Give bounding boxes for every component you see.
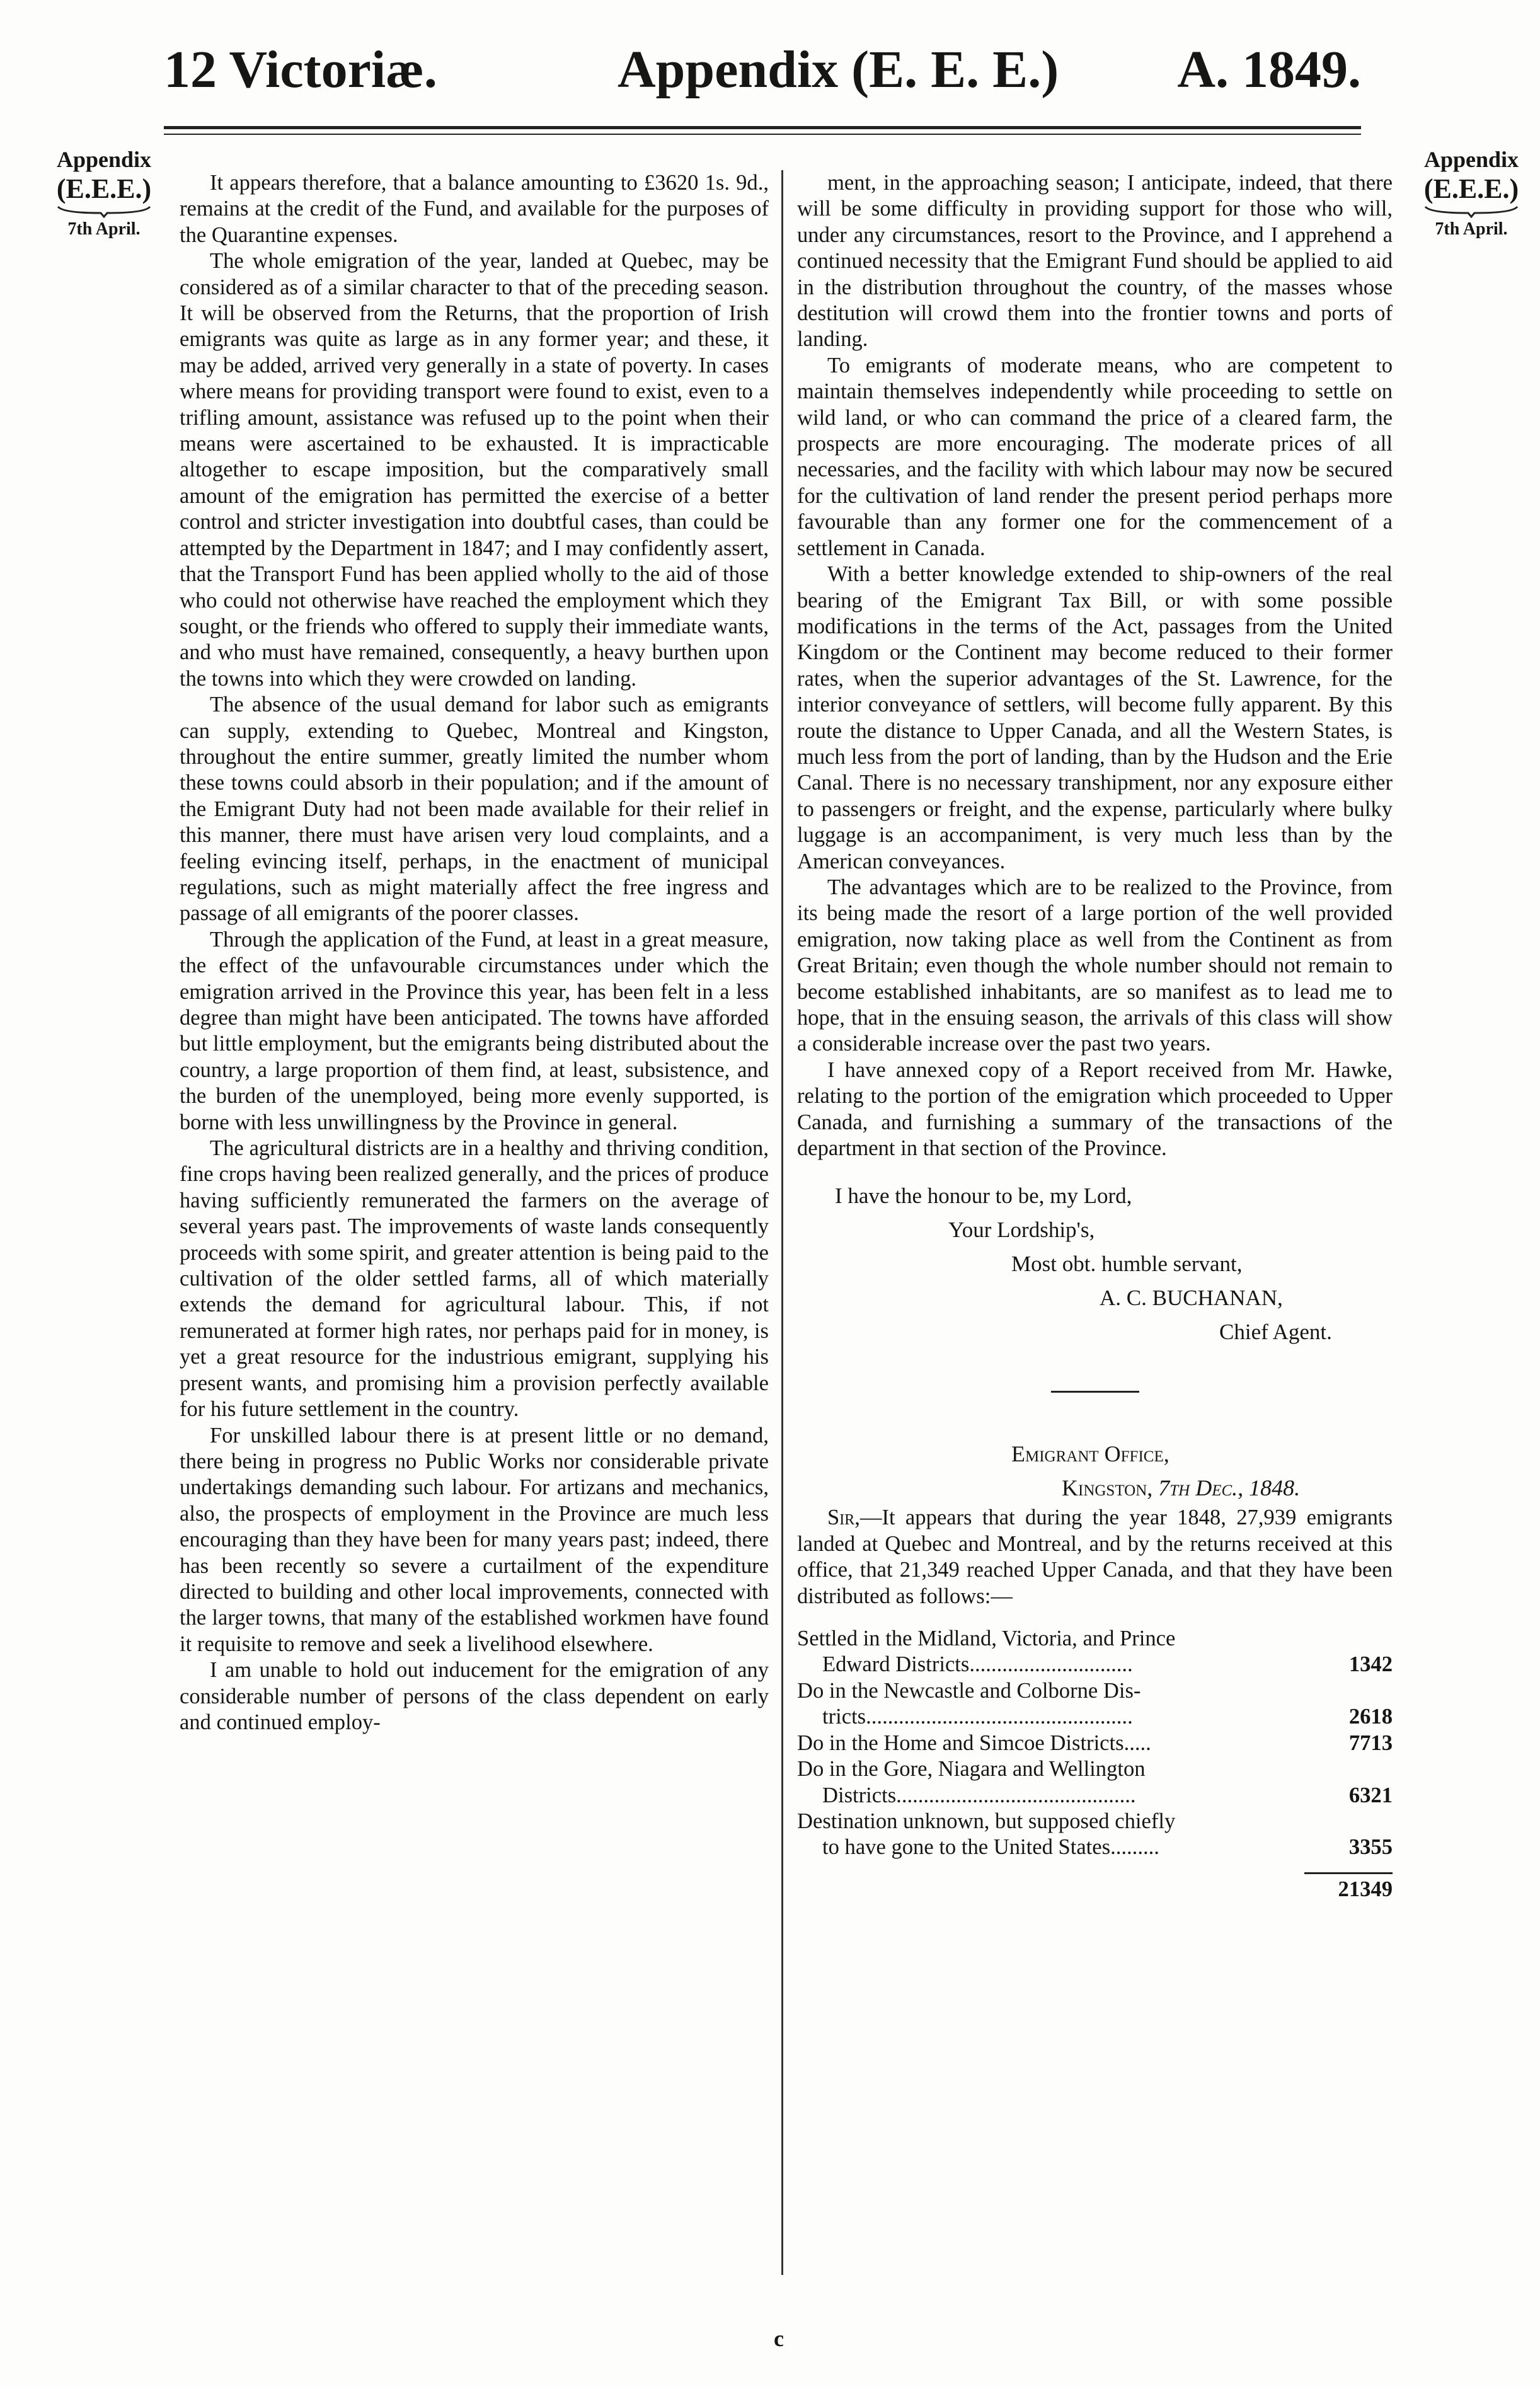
count: 3355 <box>1348 1835 1393 1860</box>
signatory-title: Chief Agent. <box>1219 1320 1332 1345</box>
table-row <box>797 1730 1393 1756</box>
paragraph: The whole emigration of the year, landed at Quebec, may be considered as of a similar character to that of the preceding season. It will be observed from the Returns, that the proportion of Irish emigrants was quite as large as in any former year; and these, it may be added, arrived very generally in a state of poverty. In cases where means for providing transport were found to exist, even to a trifling amount, assistance was refused up to the point when their means were ascertained to be exhausted. It is impracticable altogether to escape imposition, but the comparatively small amount of the emigration has permitted the exercise of a better control and stricter investigation into doubtful cases, than could be attempted by the Department in 1847; and I may confidently assert, that the Transport Fund has been applied wholly to the aid of those who could not otherwise have reached the employment which they sought, or the friends who offered to supply their immediate wants, and who must have remained, consequently, a heavy burthen upon the towns into which they were crowded on landing. <box>180 249 769 691</box>
header-left: 12 Victoriæ. <box>164 40 437 99</box>
office-date: 7th Dec., 1848. <box>1158 1475 1301 1501</box>
brace-icon <box>1424 205 1519 218</box>
running-head <box>164 39 1361 108</box>
location-line: to have gone to the United States......... <box>822 1835 1159 1860</box>
location <box>797 1730 1311 1756</box>
location <box>797 1678 1311 1730</box>
location-line: Do in the Home and Simcoe Districts..... <box>797 1730 1151 1755</box>
margin-note-date: 7th April. <box>1435 219 1508 239</box>
office-heading <box>797 1437 1393 1505</box>
office-place-date <box>797 1471 1393 1505</box>
paragraph: With a better knowledge extended to ship-owners of the real bearing of the Emigrant Tax Bill, or with some possible modifications in the terms of the Act, passages from the United Kingdom or the Continent may become reduced to their former rates, when the superior advantages of the St. Lawrence, for the interior conveyance of settlers, will become fully apparent. By this route the distance to Upper Canada, and all the Western States, is much less from the port of landing, than by the Hudson and the Erie Canal. There is no necessary transhipment, nor any exposure either to passengers or freight, and the expense, particularly where bulky luggage is an accompaniment, is very much less than by the American conveyances. <box>797 562 1393 873</box>
header-right: A. 1849. <box>1177 40 1361 99</box>
left-column <box>180 170 769 1736</box>
closing-line: I have the honour to be, my Lord, <box>835 1183 1132 1209</box>
letter-body: —It appears that during the year 1848, 27,939 emigrants landed at Quebec and Montreal, and by the returns received at this office, that 21,349 reached Upper Canada, and that they have been distributed as follows:— <box>797 1505 1393 1608</box>
paragraph: The advantages which are to be realized to the Province, from its being made the resort of a large portion of the well provided emigration, now taking place as well from the Continent as from Great Britain; even though the whole number should not remain to become established inhabitants, are so manifest as to lead me to hope, that in the ensuing season, the arrivals of this class will show a considerable increase over the past two years. <box>797 875 1393 1056</box>
count: 2618 <box>1348 1705 1393 1729</box>
distribution-table <box>797 1626 1393 1861</box>
location-line: Settled in the Midland, Victoria, and Prince <box>797 1626 1176 1651</box>
signatory-name: A. C. BUCHANAN, <box>1100 1286 1283 1311</box>
closing-line: Most obt. humble servant, <box>1011 1252 1243 1277</box>
margin-note-date: 7th April. <box>67 219 141 239</box>
paragraph: I have annexed copy of a Report received from Mr. Hawke, relating to the portion of the emigration which proceeded to Upper Canada, and furnishing a summary of the transactions of the department in that section of the Province. <box>797 1057 1393 1161</box>
paragraph: It appears therefore, that a balance amounting to £3620 1s. 9d., remains at the credit of the Fund, and available for the purposes of the Quarantine expenses. <box>180 171 769 247</box>
margin-note-eee: (E.E.E.) <box>56 173 152 204</box>
paragraph: ment, in the approaching season; I anticipate, indeed, that there will be some difficulty in providing support for those who will, under any circumstances, resort to the Province, and I apprehend a continued necessity that the Emigrant Fund should be applied to aid in the distribution throughout the country, of the masses whose destitution will crowd them into the frontier towns and ports of landing. <box>797 171 1393 352</box>
table-row <box>797 1678 1393 1730</box>
location <box>797 1626 1311 1678</box>
signature-mark: c <box>774 2326 784 2351</box>
paragraph: To emigrants of moderate means, who are competent to maintain themselves independently while proceeding to settle on wild land, or who can command the price of a cleared farm, the prospects are more encouraging. The moderate prices of all necessaries, and the facility with which labour may now be secured for the cultivation of land render the present period perhaps more favourable than any former one for the commencement of a settlement in Canada. <box>797 353 1393 560</box>
margin-note-right <box>1411 146 1531 241</box>
brace-icon <box>57 205 151 218</box>
header-center: Appendix (E. E. E.) <box>618 40 1059 99</box>
location <box>797 1756 1311 1809</box>
count: 6321 <box>1348 1783 1393 1807</box>
paragraph: I am unable to hold out inducement for the emigration of any considerable number of persons of the class dependent on early and continued employ- <box>180 1658 769 1734</box>
office-name: Emigrant Office, <box>1011 1441 1169 1467</box>
count: 7713 <box>1348 1730 1393 1755</box>
table-row <box>797 1809 1393 1861</box>
location-line: Do in the Gore, Niagara and Wellington <box>797 1757 1146 1782</box>
closing-line: Your Lordship's, <box>948 1218 1095 1243</box>
paragraph: The agricultural districts are in a healthy and thriving condition, fine crops having been realized generally, and the prices of produce having sufficiently remunerated the farmers on the average of several years past. The improvements of waste lands consequently proceeds with some spirit, and greater attention is being paid to the cultivation of the older settled farms, all of which materially extends the demand for agricultural labour. This, if not remunerated at former high rates, nor perhaps paid for in money, is yet a great resource for the industrious emigrant, supplying his present wants, and promising him a provision perfectly available for his future settlement in the country. <box>180 1136 769 1422</box>
margin-note-left <box>44 146 164 241</box>
location-line: Do in the Newcastle and Colborne Dis- <box>797 1678 1141 1703</box>
section-rule <box>1051 1391 1139 1393</box>
margin-note-appendix: Appendix <box>1423 147 1519 172</box>
header-rule <box>164 126 1361 129</box>
paragraph: Through the application of the Fund, at least in a great measure, the effect of the unfavourable circumstances under which the emigration arrived in the Province this year, has been felt in a less degree than might have been anticipated. The towns have afforded but little employment, but the emigrants being distributed about the country, a large proportion of them find, at least, subsistence, and the burden of the unemployed, being more evenly supported, is borne with less unwillingness by the Province in general. <box>180 927 769 1134</box>
location-line: tricts................................................. <box>822 1705 1133 1729</box>
total-value: 21349 <box>1304 1872 1393 1903</box>
location-line: Destination unknown, but supposed chiefly <box>797 1809 1176 1833</box>
location-line: Edward Districts.............................. <box>822 1652 1133 1677</box>
column-divider <box>781 170 783 2275</box>
right-column <box>797 170 1393 1903</box>
margin-note-eee: (E.E.E.) <box>1423 173 1519 204</box>
distribution-total <box>797 1872 1393 1903</box>
count: 1342 <box>1348 1652 1393 1677</box>
paragraph: For unskilled labour there is at present little or no demand, there being in progress no Public Works nor considerable private undertakings demanding such labour. For artizans and mechanics, also, the prospects of employment in the Province are much less encouraging than they have been for many years past; indeed, there has been recently so severe a curtailment of the expenditure directed to building and other local improvements, connected with the larger towns, that many of the established workmen have found it requisite to remove and seek a livelihood elsewhere. <box>180 1423 769 1656</box>
paragraph: The absence of the usual demand for labor such as emigrants can supply, extending to Quebec, Montreal and Kingston, throughout the entire summer, greatly limited the number whom these towns could absorb in their population; and if the amount of the Emigrant Duty had not been made available for their relief in this manner, there must have arisen very loud complaints, and a feeling evincing itself, perhaps, in the enactment of municipal regulations, such as might materially affect the free ingress and passage of all emigrants of the poorer classes. <box>180 693 769 926</box>
letter-closing <box>797 1179 1393 1349</box>
letter-opening <box>797 1505 1393 1609</box>
margin-note-appendix: Appendix <box>56 147 152 172</box>
table-row <box>797 1626 1393 1678</box>
header-rule-thin <box>164 134 1361 135</box>
location-line: Districts............................................ <box>822 1783 1136 1807</box>
location <box>797 1809 1311 1861</box>
office-place: Kingston, <box>1062 1475 1153 1501</box>
salutation: Sir, <box>827 1505 860 1530</box>
table-row <box>797 1756 1393 1809</box>
